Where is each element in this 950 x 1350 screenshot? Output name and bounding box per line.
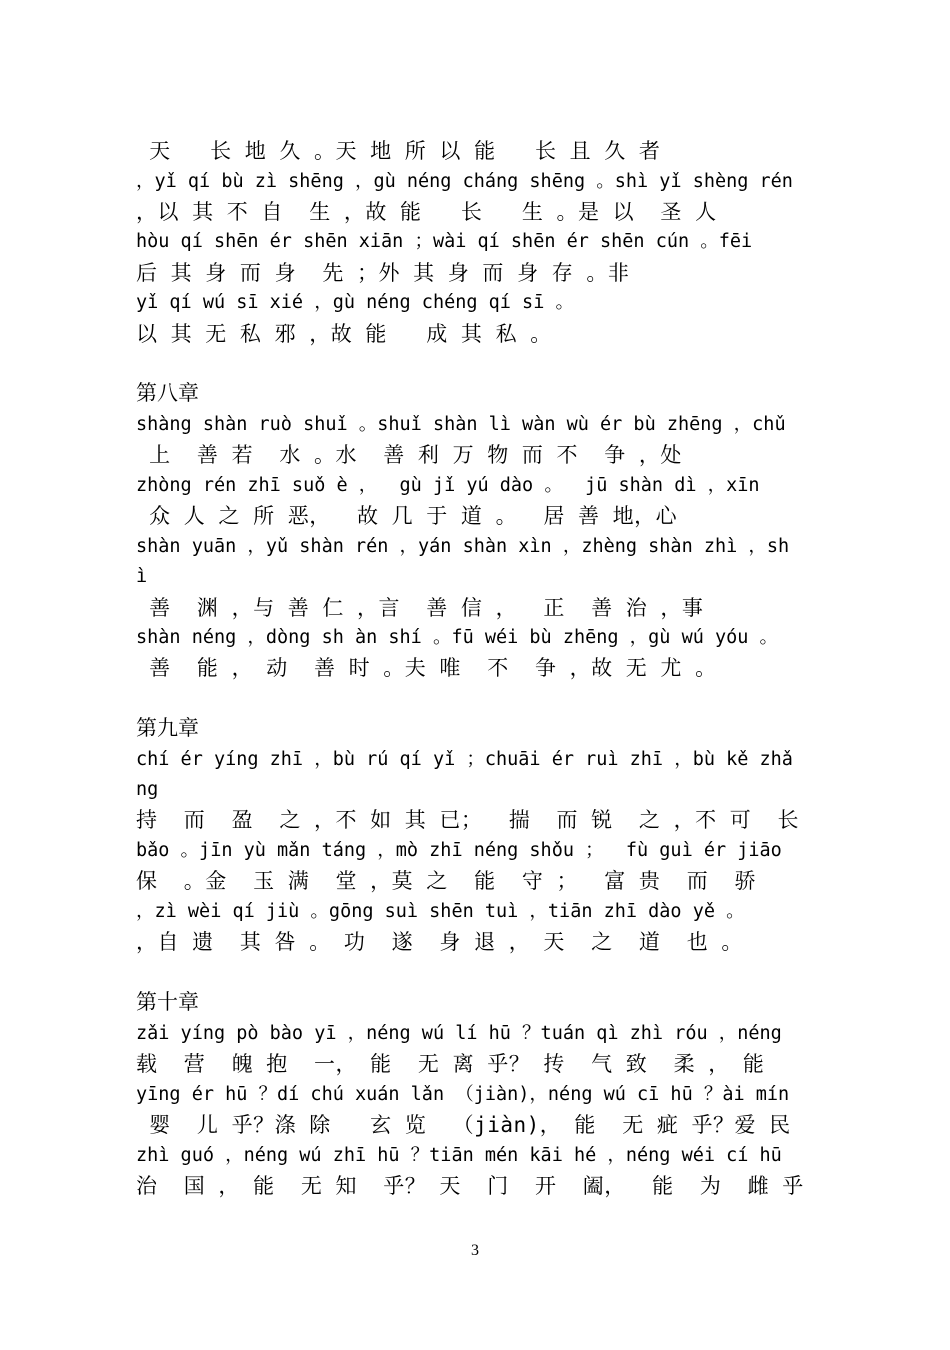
pinyin-line: zhòng rén zhī suǒ è ， gù jǐ yú dào 。 jū shàn dì ，xīn <box>136 475 760 496</box>
text-line: 众 人 之 所 恶， 故 几 于 道 。 居 善 地，心 <box>136 504 678 528</box>
pinyin-line: shàn néng ，dòng sh àn shí 。fū wéi bù zhēng ，gù wú yóu 。 <box>136 627 779 648</box>
page-number: 3 <box>471 1242 479 1259</box>
text-line: 天 长 地 久 。天 地 所 以 能 长 且 久 者 <box>136 139 661 163</box>
text-line: 上 善 若 水 。水 善 利 万 物 而 不 争 ，处 <box>136 443 682 467</box>
chapter-heading: 第八章 <box>136 381 199 405</box>
pinyin-line: zhì guó ，néng wú zhī hū ？tiān mén kāi hé ，néng wéi cí hū <box>136 1145 782 1166</box>
text-line: ，以 其 不 自 生 ，故 能 长 生 。是 以 圣 人 <box>136 200 717 224</box>
pinyin-line: shàng shàn ruò shuǐ 。shuǐ shàn lì wàn wù ér bù zhēng ，chǔ <box>136 414 786 435</box>
pinyin-line: shàn yuān ，yǔ shàn rén ，yán shàn xìn ，zhèng shàn zhì ，sh <box>136 536 790 557</box>
pinyin-line: yīng ér hū ？dí chú xuán lǎn （jiàn)，néng wú cī hū ？ài mín <box>136 1084 790 1105</box>
text-line: ，自 遗 其 咎 。 功 遂 身 退 ， 天 之 道 也 。 <box>136 930 743 954</box>
text-line: 治 国 ， 能 无 知 乎？ 天 门 开 阖， 能 为 雌 乎 <box>136 1174 804 1198</box>
text-line: 持 而 盈 之 ，不 如 其 已； 揣 而 锐 之 ，不 可 长 <box>136 808 800 832</box>
text-line: 以 其 无 私 邪 ，故 能 成 其 私 。 <box>136 322 552 346</box>
text-line: 后 其 身 而 身 先 ；外 其 身 而 身 存 。非 <box>136 261 630 285</box>
pinyin-line: chí ér yíng zhī ，bù rú qí yǐ ；chuāi ér ruì zhī ，bù kě zhǎ <box>136 749 793 770</box>
text-line: 善 能 ， 动 善 时 。夫 唯 不 争 ，故 无 尤 。 <box>136 656 717 680</box>
pinyin-line: ng <box>136 779 159 800</box>
pinyin-line: bǎo 。jīn yù mǎn táng ，mò zhī néng shǒu ； fù guì ér jiāo <box>136 840 782 861</box>
text-line: 善 渊 ，与 善 仁 ，言 善 信 ， 正 善 治 ，事 <box>136 596 704 620</box>
pinyin-line: zǎi yíng pò bào yī ，néng wú lí hū ？tuán qì zhì róu ，néng <box>136 1023 782 1044</box>
pinyin-line: hòu qí shēn ér shēn xiān ；wài qí shēn ér shēn cún 。fēi <box>136 231 753 252</box>
pinyin-line: ，zì wèi qí jiù 。gōng suì shēn tuì ，tiān zhī dào yě 。 <box>136 901 745 922</box>
chapter-heading: 第九章 <box>136 716 199 740</box>
pinyin-line: ，yǐ qí bù zì shēng ，gù néng cháng shēng 。shì yǐ shèng rén <box>136 171 793 192</box>
text-line: 保 。金 玉 满 堂 ，莫 之 能 守 ； 富 贵 而 骄 <box>136 869 757 893</box>
pinyin-line: yǐ qí wú sī xié ，gù néng chéng qí sī 。 <box>136 292 574 313</box>
pinyin-line: ì <box>136 566 148 587</box>
text-line: 婴 儿 乎？涤 除 玄 览 （jiàn)， 能 无 疵 乎？爱 民 <box>136 1113 791 1137</box>
chapter-heading: 第十章 <box>136 990 199 1014</box>
text-line: 载 营 魄 抱 一， 能 无 离 乎？ 抟 气 致 柔 ， 能 <box>136 1052 765 1076</box>
